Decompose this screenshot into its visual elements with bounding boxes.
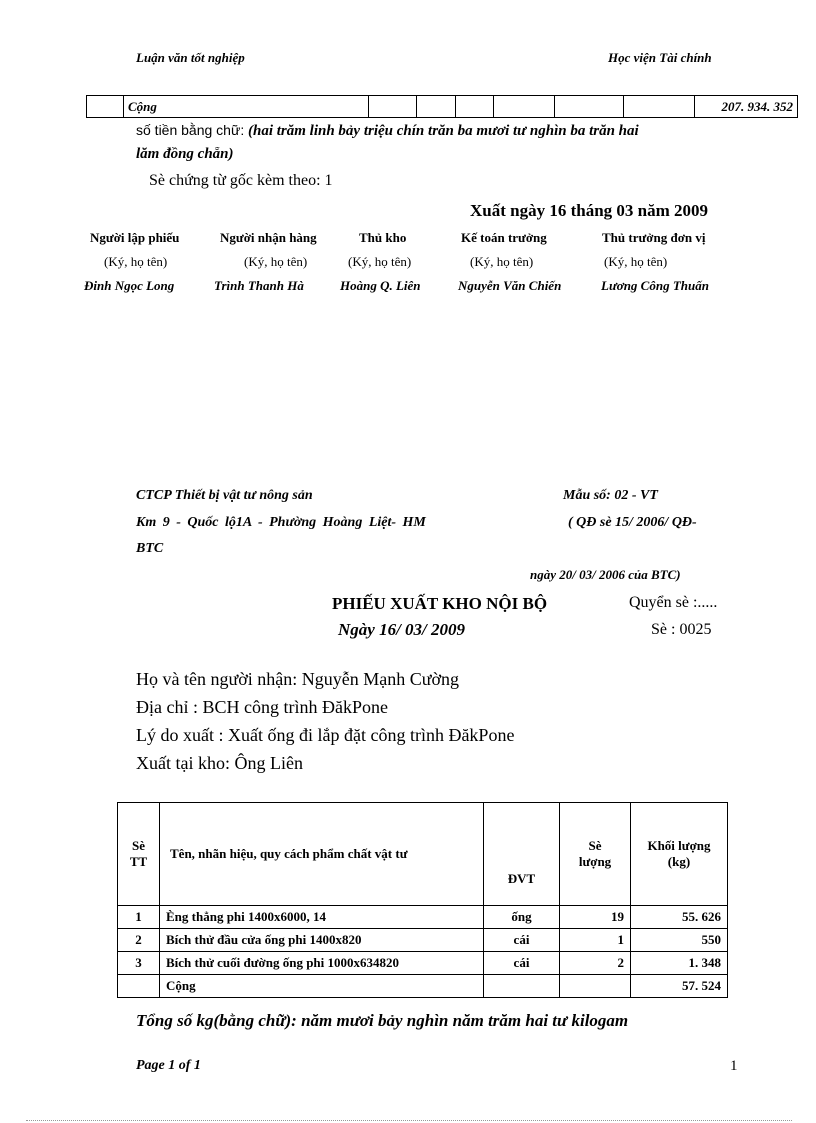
issue-date: Xuất ngày 16 tháng 03 năm 2009: [470, 201, 709, 220]
header-left: Luận văn tốt nghiệp: [136, 50, 245, 65]
warehouse: Xuất tại kho: Ông Liên: [136, 753, 303, 773]
signature-block: [84, 230, 744, 302]
table-total-weight: 57. 524: [631, 975, 728, 998]
sig-note-1: (Ký, họ tên): [104, 254, 168, 269]
page-divider: [26, 1120, 792, 1121]
company-address-2: BTC: [136, 541, 164, 556]
sig-role-5: Thủ trưởng đơn vị: [602, 230, 706, 245]
sig-name-2: Trình Thanh Hà: [214, 278, 304, 293]
amount-words-prefix: số tiền bằng chữ:: [136, 122, 245, 138]
sig-role-1: Người lập phiếu: [90, 230, 180, 245]
document-title: PHIẾU XUẤT KHO NỘI BỘ: [332, 594, 548, 613]
footer-page: Page 1 of 1: [136, 1058, 201, 1073]
form-decision: ( QĐ sè 15/ 2006/ QĐ-: [568, 515, 697, 530]
goods-table: [117, 802, 728, 998]
issue-reason: Lý do xuất : Xuất ống đi lắp đặt công trình ĐăkPone: [136, 725, 515, 745]
table-row: 2 Bích thử đầu cửa ống phi 1400x820 cái 1 550: [118, 929, 728, 952]
attached-docs: Sè chứng từ gốc kèm theo: 1: [149, 172, 333, 189]
amount-words-line1: [136, 122, 639, 140]
table-header-row: [118, 803, 728, 906]
col-name-header: Tên, nhãn hiệu, quy cách phẩm chất vật tư: [160, 803, 484, 906]
sig-name-3: Hoàng Q. Liên: [340, 278, 421, 293]
total-amount: 207. 934. 352: [695, 96, 798, 118]
table-total-row: [118, 975, 728, 998]
table-row: 1 Èng thẳng phi 1400x6000, 14 ống 19 55. 626: [118, 906, 728, 929]
total-words: Tổng số kg(bằng chữ): năm mươi bảy nghìn năm trăm hai tư kilogam: [136, 1011, 629, 1030]
table-total-label: Cộng: [160, 975, 484, 998]
amount-words-line2: lăm đồng chẵn): [136, 146, 234, 162]
book-number: Quyển sè :.....: [629, 594, 718, 611]
col-stt-header: Sè TT: [118, 803, 160, 906]
sig-role-2: Người nhận hàng: [220, 230, 317, 245]
col-qty-header: Sè lượng: [560, 803, 631, 906]
sig-name-1: Đinh Ngọc Long: [84, 278, 175, 293]
sig-note-4: (Ký, họ tên): [470, 254, 534, 269]
table-row: 3 Bích thử cuối đường ống phi 1000x634820 cái 2 1. 348: [118, 952, 728, 975]
amount-words-text: (hai trăm linh bảy triệu chín trăn ba mươi tư nghìn ba trăn hai: [247, 123, 639, 139]
col-unit-header: ĐVT: [484, 803, 560, 906]
total-label: Cộng: [124, 96, 369, 118]
footer-page-number: 1: [730, 1058, 738, 1074]
sig-role-3: Thủ kho: [359, 230, 407, 245]
form-decision-date: ngày 20/ 03/ 2006 của BTC): [530, 567, 681, 582]
company-address: Km 9 - Quốc lộ1A - Phường Hoàng Liệt- HM: [136, 515, 426, 530]
sig-role-4: Kế toán trưởng: [461, 230, 547, 245]
form-code: Mẫu số: 02 - VT: [563, 488, 658, 503]
sig-note-2: (Ký, họ tên): [244, 254, 308, 269]
col-weight-header: Khối lượng (kg): [631, 803, 728, 906]
sig-name-5: Lương Công Thuấn: [601, 278, 709, 293]
company-name: CTCP Thiết bị vật tư nông sản: [136, 488, 313, 503]
sig-note-5: (Ký, họ tên): [604, 254, 668, 269]
sig-name-4: Nguyễn Văn Chiến: [458, 278, 562, 293]
document-number: Sè : 0025: [651, 621, 712, 638]
recipient-address: Địa chỉ : BCH công trình ĐăkPone: [136, 697, 388, 717]
recipient-name: Họ và tên người nhận: Nguyễn Mạnh Cường: [136, 669, 460, 689]
document-date: Ngày 16/ 03/ 2009: [338, 620, 466, 639]
total-row-table: [86, 95, 798, 118]
header-right: Học viện Tài chính: [608, 50, 712, 65]
sig-note-3: (Ký, họ tên): [348, 254, 412, 269]
